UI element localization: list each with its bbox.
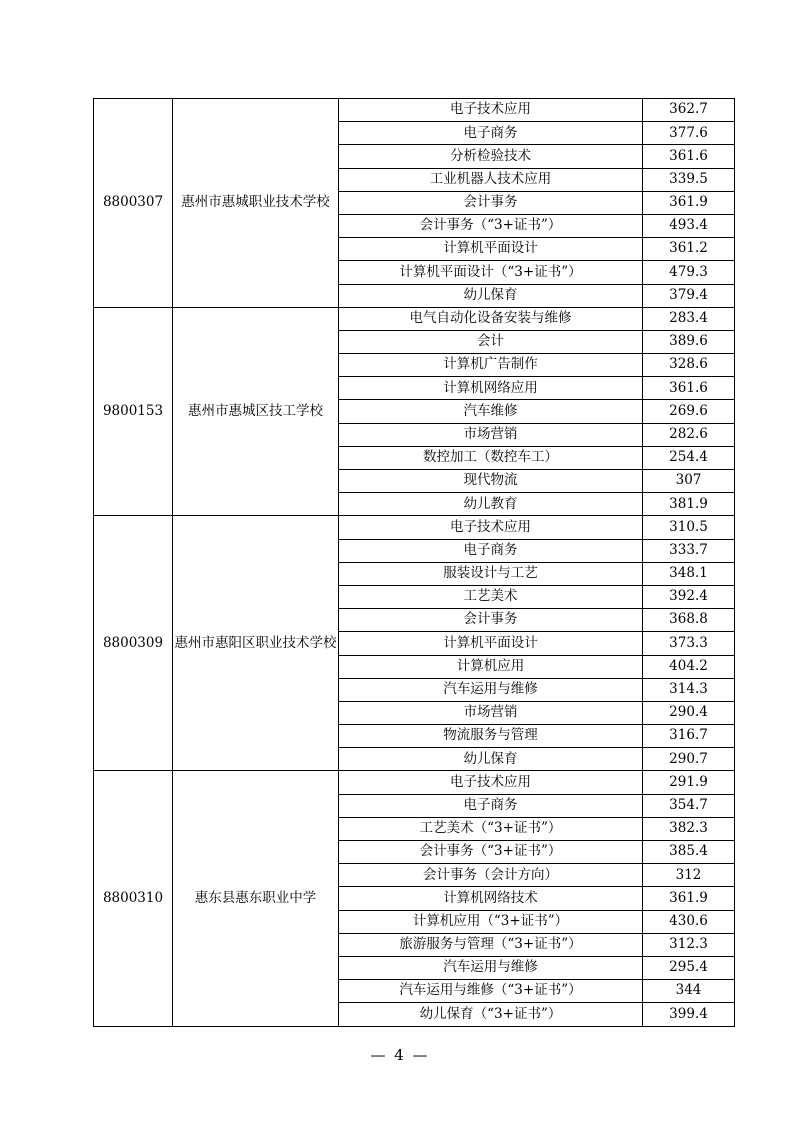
major-cell: 会计 (339, 330, 643, 353)
score-cell: 430.6 (643, 910, 735, 933)
major-cell: 市场营销 (339, 423, 643, 446)
major-cell: 电子技术应用 (339, 516, 643, 539)
score-cell: 295.4 (643, 956, 735, 979)
major-cell: 现代物流 (339, 470, 643, 493)
school-name-text: 惠州市惠城区技工学校 (188, 402, 323, 419)
major-cell: 幼儿保育 (339, 748, 643, 771)
score-cell: 479.3 (643, 261, 735, 284)
page-number: — 4 — (370, 1046, 430, 1064)
score-cell: 389.6 (643, 330, 735, 353)
score-cell: 312 (643, 864, 735, 887)
major-cell: 会计事务 (339, 609, 643, 632)
school-name-text: 惠州市惠阳区职业技术学校 (174, 634, 337, 651)
score-cell: 493.4 (643, 214, 735, 237)
school-name-cell (173, 307, 339, 516)
major-cell: 幼儿教育 (339, 493, 643, 516)
score-cell: 361.2 (643, 238, 735, 261)
major-cell: 电气自动化设备安装与维修 (339, 307, 643, 330)
score-table-container (93, 98, 730, 1027)
score-cell: 328.6 (643, 354, 735, 377)
score-cell: 254.4 (643, 446, 735, 469)
major-cell: 市场营销 (339, 701, 643, 724)
score-cell: 368.8 (643, 609, 735, 632)
score-cell: 290.7 (643, 748, 735, 771)
major-cell: 会计事务（会计方向） (339, 864, 643, 887)
major-cell: 数控加工（数控车工） (339, 446, 643, 469)
score-cell: 361.6 (643, 145, 735, 168)
score-cell: 404.2 (643, 655, 735, 678)
major-cell: 计算机网络技术 (339, 887, 643, 910)
major-cell: 汽车维修 (339, 400, 643, 423)
major-cell: 计算机平面设计（“3+证书”） (339, 261, 643, 284)
score-cell: 344 (643, 980, 735, 1003)
major-cell: 计算机平面设计 (339, 632, 643, 655)
major-cell: 幼儿保育（“3+证书”） (339, 1003, 643, 1026)
score-cell: 362.7 (643, 99, 735, 122)
major-cell: 汽车运用与维修 (339, 678, 643, 701)
score-cell: 310.5 (643, 516, 735, 539)
score-cell: 385.4 (643, 841, 735, 864)
score-cell: 377.6 (643, 122, 735, 145)
major-cell: 电子技术应用 (339, 771, 643, 794)
score-cell: 373.3 (643, 632, 735, 655)
major-cell: 工业机器人技术应用 (339, 168, 643, 191)
score-cell: 314.3 (643, 678, 735, 701)
major-cell: 工艺美术 (339, 585, 643, 608)
score-cell: 361.9 (643, 191, 735, 214)
score-cell: 307 (643, 470, 735, 493)
school-name-text: 惠州市惠城职业技术学校 (181, 194, 330, 211)
major-cell: 会计事务 (339, 191, 643, 214)
major-cell: 电子商务 (339, 539, 643, 562)
score-cell: 333.7 (643, 539, 735, 562)
school-name-cell (173, 516, 339, 771)
major-cell: 汽车运用与维修 (339, 956, 643, 979)
school-code-cell: 8800307 (94, 99, 173, 308)
score-cell: 392.4 (643, 585, 735, 608)
school-code-cell: 8800309 (94, 516, 173, 771)
score-cell: 361.6 (643, 377, 735, 400)
major-cell: 服装设计与工艺 (339, 562, 643, 585)
major-cell: 计算机应用（“3+证书”） (339, 910, 643, 933)
school-name-text: 惠东县惠东职业中学 (194, 889, 317, 906)
major-cell: 工艺美术（“3+证书”） (339, 817, 643, 840)
major-cell: 电子技术应用 (339, 99, 643, 122)
score-cell: 382.3 (643, 817, 735, 840)
table-row (94, 307, 735, 330)
score-cell: 379.4 (643, 284, 735, 307)
major-cell: 会计事务（“3+证书”） (339, 841, 643, 864)
score-cell: 381.9 (643, 493, 735, 516)
score-cell: 290.4 (643, 701, 735, 724)
major-cell: 旅游服务与管理（“3+证书”） (339, 933, 643, 956)
score-cell: 312.3 (643, 933, 735, 956)
major-cell: 会计事务（“3+证书”） (339, 214, 643, 237)
score-cell: 339.5 (643, 168, 735, 191)
score-cell: 361.9 (643, 887, 735, 910)
major-cell: 电子商务 (339, 794, 643, 817)
school-name-cell (173, 99, 339, 308)
score-cell: 354.7 (643, 794, 735, 817)
score-cell: 282.6 (643, 423, 735, 446)
score-cell: 348.1 (643, 562, 735, 585)
table-row (94, 516, 735, 539)
major-cell: 汽车运用与维修（“3+证书”） (339, 980, 643, 1003)
score-cell: 399.4 (643, 1003, 735, 1026)
table-row (94, 771, 735, 794)
major-cell: 幼儿保育 (339, 284, 643, 307)
major-cell: 物流服务与管理 (339, 725, 643, 748)
major-cell: 计算机网络应用 (339, 377, 643, 400)
major-cell: 计算机应用 (339, 655, 643, 678)
major-cell: 电子商务 (339, 122, 643, 145)
major-cell: 计算机广告制作 (339, 354, 643, 377)
major-cell: 分析检验技术 (339, 145, 643, 168)
major-cell: 计算机平面设计 (339, 238, 643, 261)
score-cell: 316.7 (643, 725, 735, 748)
score-cell: 269.6 (643, 400, 735, 423)
school-code-cell: 9800153 (94, 307, 173, 516)
score-cell: 283.4 (643, 307, 735, 330)
score-cell: 291.9 (643, 771, 735, 794)
school-name-cell (173, 771, 339, 1026)
school-code-cell: 8800310 (94, 771, 173, 1026)
admission-score-table (93, 98, 735, 1027)
table-row (94, 99, 735, 122)
